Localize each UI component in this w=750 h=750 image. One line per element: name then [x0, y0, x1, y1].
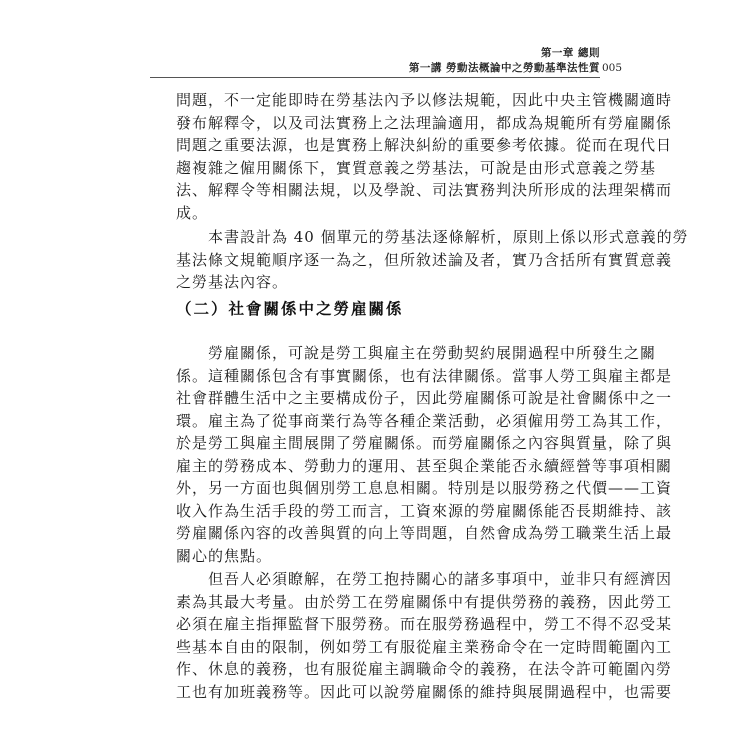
chapter-running-head: 第一章 總則 [540, 47, 600, 59]
text-line: 關心的焦點。 [176, 546, 273, 565]
text-line: 必須在雇主指揮監督下服勞務。而在服勞務過程中，勞工不得不忍受某 [176, 615, 673, 633]
text-line: 社會群體生活中之主要構成份子，因此勞雇關係可說是社會關係中之一 [176, 389, 673, 407]
text-line: 收入作為生活手段的勞工而言，工資來源的勞雇關係能否長期維持、該 [176, 501, 673, 520]
paragraph-2 [176, 226, 689, 294]
text-line: 外，另一方面也與個別勞工息息相關。特別是以服勞務之代價——工資 [176, 479, 673, 497]
text-line: 環。雇主為了從事商業行為等各種企業活動，必須僱用勞工為其工作， [176, 411, 673, 430]
text-line: 趨複雜之僱用關係下，實質意義之勞基法，可說是由形式意義之勞基 [176, 158, 657, 177]
text-line: 成。 [176, 203, 209, 222]
page-number: 005 [602, 62, 623, 74]
text-line: 於是勞工與雇主間展開了勞雇關係。而勞雇關係之內容與質量，除了與 [176, 434, 673, 452]
text-line: 本書設計為 40 個單元的勞基法逐條解析，原則上係以形式意義的勞 [176, 228, 689, 246]
text-line: 勞雇關係，可說是勞工與雇主在勞動契約展開過程中所發生之關 [176, 344, 657, 362]
section-heading: （二）社會關係中之勞雇關係 [176, 300, 404, 318]
text-line: 之勞基法內容。 [176, 273, 289, 291]
header-rule [150, 77, 600, 78]
text-line: 法、解釋令等相關法規，以及學說、司法實務判決所形成的法理架構而 [176, 181, 673, 199]
text-line: 些基本自由的限制，例如勞工有服從雇主業務命令在一定時間範圍內工 [176, 637, 673, 656]
text-line: 問題，不一定能即時在勞基法內予以修法規範，因此中央主管機關適時 [176, 91, 673, 109]
text-line: 工也有加班義務等。因此可以說勞雇關係的維持與展開過程中，也需要 [176, 682, 673, 701]
lecture-running-head: 第一講 勞動法概論中之勞動基準法性質 [408, 62, 600, 74]
text-line: 素為其最大考量。由於勞工在勞雇關係中有提供勞務的義務，因此勞工 [176, 592, 673, 611]
text-line: 基法條文規範順序逐一為之，但所敘述論及者，實乃含括所有實質意義 [176, 250, 673, 269]
text-line: 作、休息的義務，也有服從雇主調職命令的義務，在法令許可範圍內勞 [176, 660, 673, 678]
paragraph-1 [176, 89, 673, 224]
text-line: 勞雇關係內容的改善與質的向上等問題，自然會成為勞工職業生活上最 [176, 524, 673, 542]
text-line: 問題之重要法源，也是實務上解決糾紛的重要參考依據。從而在現代日 [176, 136, 673, 154]
paragraph-3 [176, 342, 673, 567]
text-line: 雇主的勞務成本、勞動力的運用、甚至與企業能否永續經營等事項相關 [176, 456, 673, 475]
paragraph-4 [176, 568, 673, 703]
text-line: 係。這種關係包含有事實關係，也有法律關係。當事人勞工與雇主都是 [176, 366, 673, 385]
text-line: 發布解釋令，以及司法實務上之法理論適用，都成為規範所有勞雇關係 [176, 113, 673, 132]
text-line: 但吾人必須瞭解，在勞工抱持關心的諸多事項中，並非只有經濟因 [176, 570, 673, 588]
